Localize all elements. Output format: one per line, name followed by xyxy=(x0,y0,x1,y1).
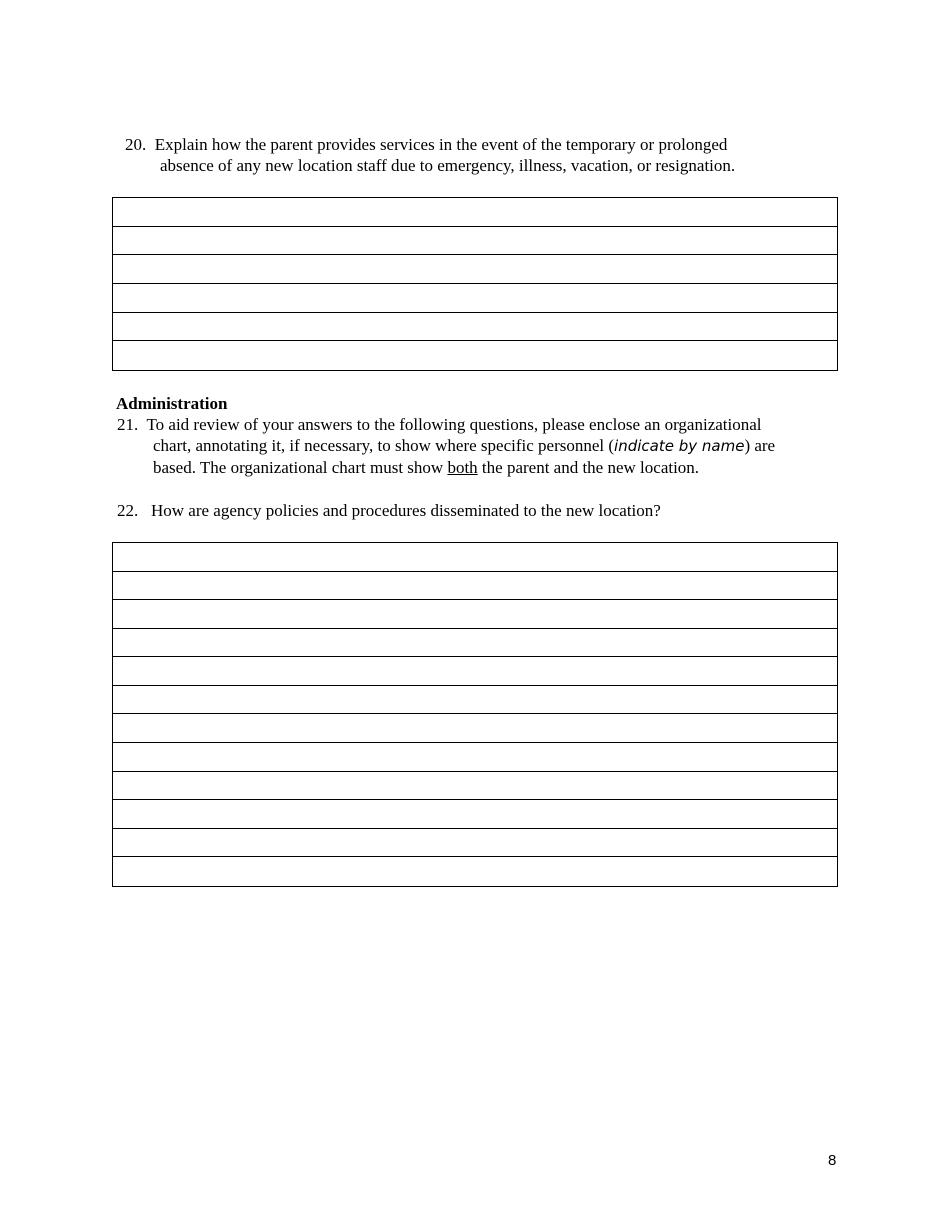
q21-both: both xyxy=(447,458,478,477)
q22-answer-row[interactable] xyxy=(113,629,837,658)
page-number: 8 xyxy=(828,1152,837,1169)
q22-answer-row[interactable] xyxy=(113,657,837,686)
q22-answer-row[interactable] xyxy=(113,772,837,801)
q21-line-1 xyxy=(117,414,762,435)
q21-text-2b: ) are xyxy=(744,436,776,455)
q20-answer-box[interactable] xyxy=(112,197,838,371)
q21-text-1: To aid review of your answers to the following questions, please enclose an organizational xyxy=(146,415,762,434)
q22-answer-box[interactable] xyxy=(112,542,838,887)
q22-number: 22. xyxy=(117,501,139,520)
q20-text-1: Explain how the parent provides services in the event of the temporary or prolonged xyxy=(154,135,728,154)
q22-answer-row[interactable] xyxy=(113,572,837,601)
q20-answer-row[interactable] xyxy=(113,341,837,370)
q22-answer-row[interactable] xyxy=(113,686,837,715)
q21-indicate-by-name: indicate by name xyxy=(614,437,745,455)
q21-text-2a: chart, annotating it, if necessary, to show where specific personnel ( xyxy=(153,436,615,455)
q22-answer-row[interactable] xyxy=(113,829,837,858)
q22-answer-row[interactable] xyxy=(113,800,837,829)
q22-answer-row[interactable] xyxy=(113,600,837,629)
q20-answer-row[interactable] xyxy=(113,313,837,342)
q20-answer-row[interactable] xyxy=(113,227,837,256)
q21-line-3 xyxy=(153,457,699,478)
q21-text-3a: based. The organizational chart must show xyxy=(153,458,448,477)
q22-answer-row[interactable] xyxy=(113,743,837,772)
section-heading-administration: Administration xyxy=(116,394,228,413)
q22-line xyxy=(117,500,661,521)
q22-answer-row[interactable] xyxy=(113,543,837,572)
q22-text: How are agency policies and procedures disseminated to the new location? xyxy=(151,501,661,520)
q20-number: 20. xyxy=(125,135,147,154)
q21-number: 21. xyxy=(117,415,139,434)
q20-line-1 xyxy=(125,134,727,155)
q22-answer-row[interactable] xyxy=(113,857,837,886)
q20-answer-row[interactable] xyxy=(113,255,837,284)
q21-text-3b: the parent and the new location. xyxy=(477,458,700,477)
q21-line-2 xyxy=(153,435,775,457)
q20-text-2: absence of any new location staff due to emergency, illness, vacation, or resignation. xyxy=(160,156,736,175)
q20-answer-row[interactable] xyxy=(113,284,837,313)
q20-line-2 xyxy=(160,155,735,176)
q20-answer-row[interactable] xyxy=(113,198,837,227)
q22-answer-row[interactable] xyxy=(113,714,837,743)
